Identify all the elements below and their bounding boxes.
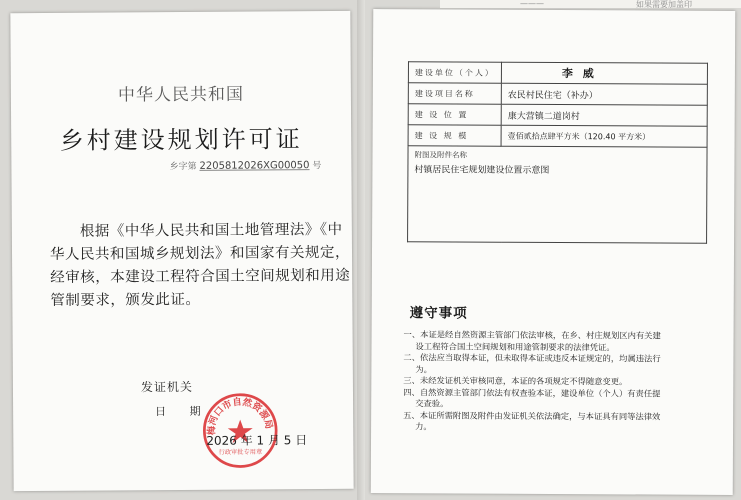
seal-sub-text: 行政审批专用章 [218, 448, 263, 457]
note-item: 二、依法应当取得本证，但未取得本证或违反本证规定的，均属违法行 [403, 352, 661, 364]
certificate-number-value: 2205812026XG00050 [199, 160, 310, 172]
seal-text: 梅河口市自然资源局 [206, 396, 275, 436]
certificate-number-suffix: 号 [312, 161, 322, 172]
top-strip-right-text: 如果需要加盖印 [636, 0, 692, 8]
certificate-title: 乡村建设规划许可证 [59, 125, 303, 155]
note-item-continued: 交查验。 [415, 398, 449, 409]
top-strip-left-text: ——— [520, 0, 544, 8]
date-label-char: 期 [189, 404, 201, 418]
attachment-label: 附图及附件名称 [414, 150, 468, 160]
issuer-label: 发证机关 [140, 379, 194, 395]
body-line: 管制要求，颁发此证。 [50, 291, 201, 309]
note-item: 一、本证是经自然资源主管部门依法审核，在乡、村庄规划区内有关建 [403, 329, 661, 341]
date-label-char: 日 [155, 405, 167, 419]
certificate-body [49, 219, 351, 313]
certificate-right-page [371, 9, 736, 495]
binding-shadow [357, 0, 365, 500]
table-row [408, 125, 707, 148]
project-info-table [407, 61, 708, 244]
notes-title: 遵守事项 [409, 305, 468, 322]
row-value: 农民村民住宅（补办） [501, 83, 707, 105]
table-row [408, 83, 707, 106]
notes-list [403, 329, 712, 434]
certificate-number [170, 158, 322, 172]
certificate-number-prefix: 乡字第 [169, 161, 197, 173]
row-label: 建 设 位 置 [408, 104, 501, 125]
table-row [408, 62, 707, 85]
attachment-cell [408, 146, 707, 244]
body-line: 经审核，本建设工程符合国土空间规划和用途 [50, 267, 351, 286]
note-item: 四、自然资源主管部门依法有权查验本证，建设单位（个人）有责任提 [403, 386, 661, 399]
attachment-name: 村镇居民住宅规划建设位置示意图 [414, 165, 550, 176]
note-item-continued: 为。 [415, 363, 433, 374]
row-label: 建设项目名称 [408, 83, 501, 104]
note-item-continued: 力。 [415, 421, 432, 432]
row-value: 壹佰贰拾点肆平方米（120.40 平方米） [501, 125, 707, 147]
attachment-row [408, 146, 707, 244]
body-line: 根据《中华人民共和国土地管理法》《中 [79, 221, 343, 240]
row-value: 李 威 [501, 62, 707, 84]
table-row [408, 104, 707, 127]
row-label: 建 设 规 模 [408, 125, 501, 146]
country-name: 中华人民共和国 [117, 84, 244, 106]
note-item: 三、未经发证机关审核同意，本证的各项规定不得随意变更。 [403, 375, 628, 387]
note-item: 五、本证所需附图及附件由发证机关依法确定，与本证具有同等法律效 [403, 409, 661, 422]
row-label: 建设单位（个人） [408, 62, 501, 83]
issue-date: 2026 年 1 月 5 日 [206, 433, 308, 448]
note-item-continued: 设工程符合国土空间规划和用途管制要求的法律凭证。 [415, 340, 615, 352]
top-paper-strip [440, 0, 741, 8]
certificate-left-page [10, 11, 353, 491]
row-value: 康大营镇二道岗村 [501, 104, 707, 126]
body-line: 华人民共和国城乡规划法》和国家有关规定， [49, 244, 351, 263]
